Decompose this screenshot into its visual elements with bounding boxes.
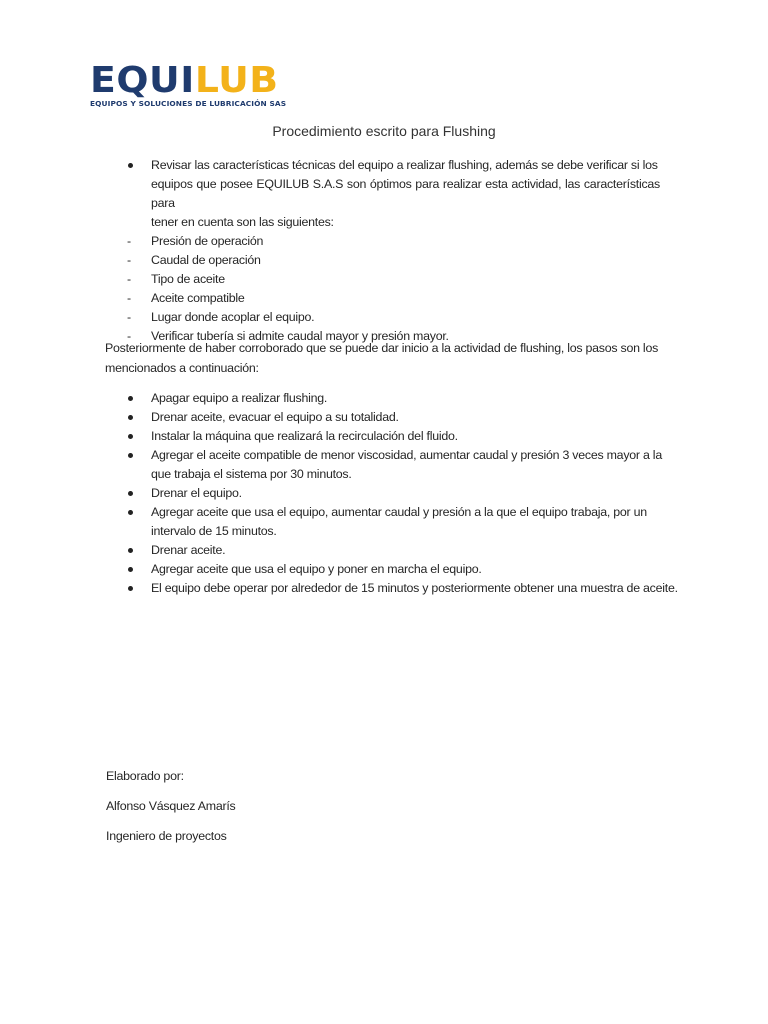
intro-line-2: equipos que posee EQUILUB S.A.S son óptimos para realizar esta actividad, las características para xyxy=(151,177,660,210)
characteristic-item xyxy=(105,289,660,308)
step-text-continued: intervalo de 15 minutos. xyxy=(151,524,277,538)
document-title: Procedimiento escrito para Flushing xyxy=(272,123,496,139)
characteristic-text: Lugar donde acoplar el equipo. xyxy=(151,310,315,324)
characteristics-list xyxy=(105,156,660,346)
step-item xyxy=(105,541,678,560)
step-item xyxy=(105,446,678,484)
step-text: Drenar aceite, evacuar el equipo a su totalidad. xyxy=(151,410,399,424)
characteristic-text: Tipo de aceite xyxy=(151,272,225,286)
logo-wordmark xyxy=(90,60,296,101)
step-text: Apagar equipo a realizar flushing. xyxy=(151,391,328,405)
intro-bullet-item xyxy=(105,156,660,232)
step-item xyxy=(105,503,678,541)
step-item xyxy=(105,484,678,503)
logo-text-lub: LUB xyxy=(194,60,279,101)
signature-label: Elaborado por: xyxy=(106,769,184,783)
paragraph-line-2: mencionados a continuación: xyxy=(105,361,259,375)
steps-list xyxy=(105,389,678,598)
step-text: Drenar el equipo. xyxy=(151,486,242,500)
characteristic-item xyxy=(105,232,660,251)
intro-line-1: Revisar las características técnicas del equipo a realizar flushing, además se debe verificar si los xyxy=(151,158,658,172)
step-text: Agregar el aceite compatible de menor viscosidad, aumentar caudal y presión 3 veces mayor a la xyxy=(151,448,662,462)
step-item xyxy=(105,389,678,408)
step-item xyxy=(105,579,678,598)
characteristic-item xyxy=(105,251,660,270)
intro-line-3: tener en cuenta son las siguientes: xyxy=(151,215,334,229)
characteristic-text: Caudal de operación xyxy=(151,253,261,267)
logo-text-equi: EQUI xyxy=(90,60,195,101)
transition-paragraph xyxy=(105,338,658,378)
characteristic-text: Aceite compatible xyxy=(151,291,245,305)
characteristic-item xyxy=(105,270,660,289)
paragraph-line-1: Posteriormente de haber corroborado que se puede dar inicio a la actividad de flushing, los pasos son los xyxy=(105,341,659,355)
step-item xyxy=(105,560,678,579)
characteristic-item xyxy=(105,308,660,327)
step-text-continued: que trabaja el sistema por 30 minutos. xyxy=(151,467,352,481)
step-text: Agregar aceite que usa el equipo, aumentar caudal y presión a la que el equipo trabaja, por un xyxy=(151,505,647,519)
step-text: Agregar aceite que usa el equipo y poner en marcha el equipo. xyxy=(151,562,482,576)
signature-role: Ingeniero de proyectos xyxy=(106,829,227,843)
step-item xyxy=(105,408,678,427)
company-logo xyxy=(90,60,287,108)
signature-name: Alfonso Vásquez Amarís xyxy=(106,799,236,813)
step-item xyxy=(105,427,678,446)
characteristic-text: Presión de operación xyxy=(151,234,264,248)
characteristic-text: Verificar tubería si admite caudal mayor y presión mayor. xyxy=(151,329,449,343)
step-text: Drenar aceite. xyxy=(151,543,226,557)
logo-tagline: EQUIPOS Y SOLUCIONES DE LUBRICACIÓN SAS xyxy=(90,99,287,108)
step-text: Instalar la máquina que realizará la recirculación del fluido. xyxy=(151,429,458,443)
step-text: El equipo debe operar por alrededor de 15 minutos y posteriormente obtener una muestra de aceite. xyxy=(151,581,678,595)
